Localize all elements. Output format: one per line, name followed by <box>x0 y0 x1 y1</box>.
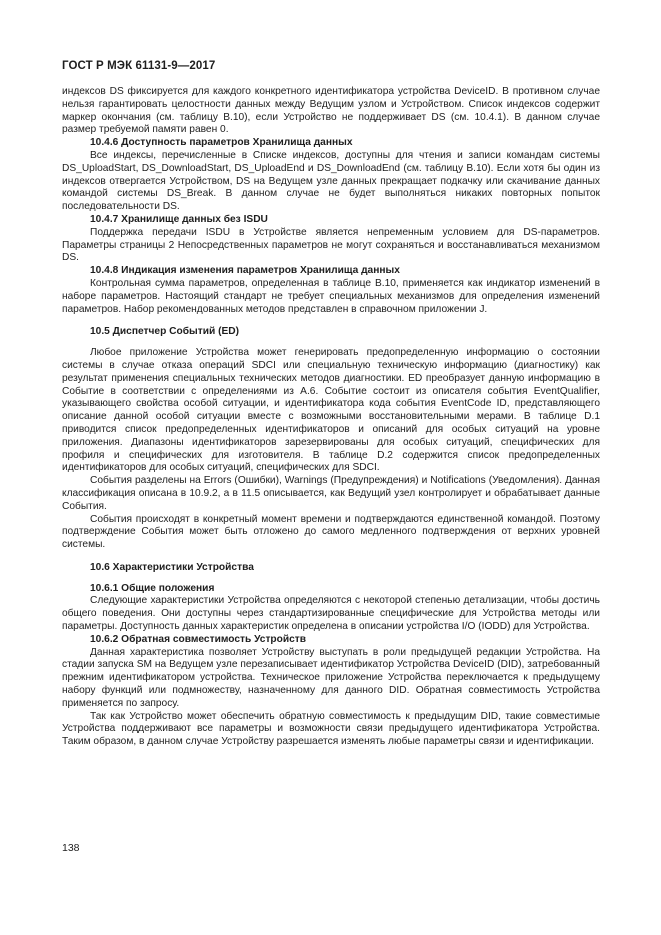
paragraph-10-4-8: Контрольная сумма параметров, определенная в таблице В.10, применяется как индикатор изменений в наборе параметров. Настоящий стандарт не требует специальных механизмов для определения изменений параметров. Набор рекомендованных методов представлен в справочном приложении J. <box>62 277 600 315</box>
paragraph-continued: индексов DS фиксируется для каждого конкретного идентификатора устройства DeviceID. В противном случае нельзя гарантировать целостности данных между Ведущим узлом и Устройством. Список индексов содержит маркер окончания (см. таблицу В.10), если Устройство не поддерживает DS (см. 10.4.1). В данном случае размер требуемой памяти равен 0. <box>62 86 600 136</box>
standard-header: ГОСТ Р МЭК 61131-9—2017 <box>62 60 216 72</box>
paragraph-10-6-2-2: Так как Устройство может обеспечить обратную совместимость к предыдущим DID, такие совместимые Устройства поддерживают все параметры и возможности связи предыдущего идентификатора Устройства. Таким образом, в данном случае Устройству разрешается изменять любые параметры связи и идентификации. <box>62 710 600 748</box>
paragraph-10-4-6: Все индексы, перечисленные в Списке индексов, доступны для чтения и записи командам системы DS_UploadStart, DS_DownloadStart, DS_UploadEnd и DS_DownloadEnd (см. таблицу В.10). Если хотя бы один из индексов отвергается Устройством, DS на Ведущем узле данных прекращает подкачку или скачивание данных командой системы DS_Break. В данном случае не будет выполняться никаких повторных попыток последовательности DS. <box>62 149 600 213</box>
heading-10-4-7: 10.4.7 Хранилище данных без ISDU <box>90 213 268 225</box>
heading-10-5: 10.5 Диспетчер Событий (ED) <box>90 326 240 338</box>
paragraph-10-5-1: Любое приложение Устройства может генерировать предопределенную информацию о состоянии системы в случае отказа операций SDCI или специальную техническую информацию (диагностику) как результат применения специальных технических методов диагностики. ED преобразует данную информацию в Событие в соответствии с определениями из А.6. Событие состоит из описателя события EventQualifier, указывающего свойства особой ситуации, и идентификатора кода события EventCode ID, представляющего описание данной особой ситуации вместе с возможными восстановительными мерами. В таблице D.1 приводится список предопределенных идентификаторов и описаний для особых ситуаций на уровне приложения. Диапазоны идентификаторов зарезервированы для особых ситуаций, специфических для профиля и специфических для изготовителя. В таблице D.2 содержится список предопределенных идентификаторов для особых ситуаций, специфических для SDCI. <box>62 347 600 474</box>
heading-10-6-1: 10.6.1 Общие положения <box>90 582 215 594</box>
heading-10-6-2: 10.6.2 Обратная совместимость Устройств <box>90 633 307 645</box>
paragraph-10-4-7: Поддержка передачи ISDU в Устройстве является непременным условием для DS-параметров. Параметры страницы 2 Непосредственных параметров не могут сохраняться и восстанавливаться механизмом DS. <box>62 226 600 264</box>
heading-10-4-6: 10.4.6 Доступность параметров Хранилища данных <box>90 137 353 149</box>
heading-10-6: 10.6 Характеристики Устройства <box>90 561 254 573</box>
paragraph-10-6-2-1: Данная характеристика позволяет Устройству выступать в роли предыдущей редакции Устройства. На стадии запуска SM на Ведущем узле перезаписывает идентификатор Устройства DeviceID (DID), затребованный прежним идентификатором устройства. Техническое приложение Устройства переключается к предыдущему набору функций или подмножеству, назначенному для данного DID. Обратная совместимость Устройства применяется по запросу. <box>62 646 600 709</box>
paragraph-10-6-1: Следующие характеристики Устройства определяются с некоторой степенью детализации, чтобы достичь общего поведения. Они доступны через стандартизированные специфические для Устройства методы или параметры. Доступность данных характеристик определена в описании устройства I/O (IODD) для Устройства. <box>62 595 600 633</box>
paragraph-10-5-2: События разделены на Errors (Ошибки), Warnings (Предупреждения) и Notifications (Уведомления). Данная классификация описана в 10.9.2, а в 11.5 описывается, как Ведущий узел контролирует и обрабатывает данные События. <box>62 475 600 512</box>
paragraph-10-5-3: События происходят в конкретный момент времени и подтверждаются единственной командой. Поэтому подтверждение События может быть отложено до самого медленного подтверждения от верхних уровней системы. <box>62 513 600 551</box>
page-number: 138 <box>62 842 80 854</box>
document-page <box>62 60 600 749</box>
heading-10-4-8: 10.4.8 Индикация изменения параметров Хранилища данных <box>90 265 400 277</box>
